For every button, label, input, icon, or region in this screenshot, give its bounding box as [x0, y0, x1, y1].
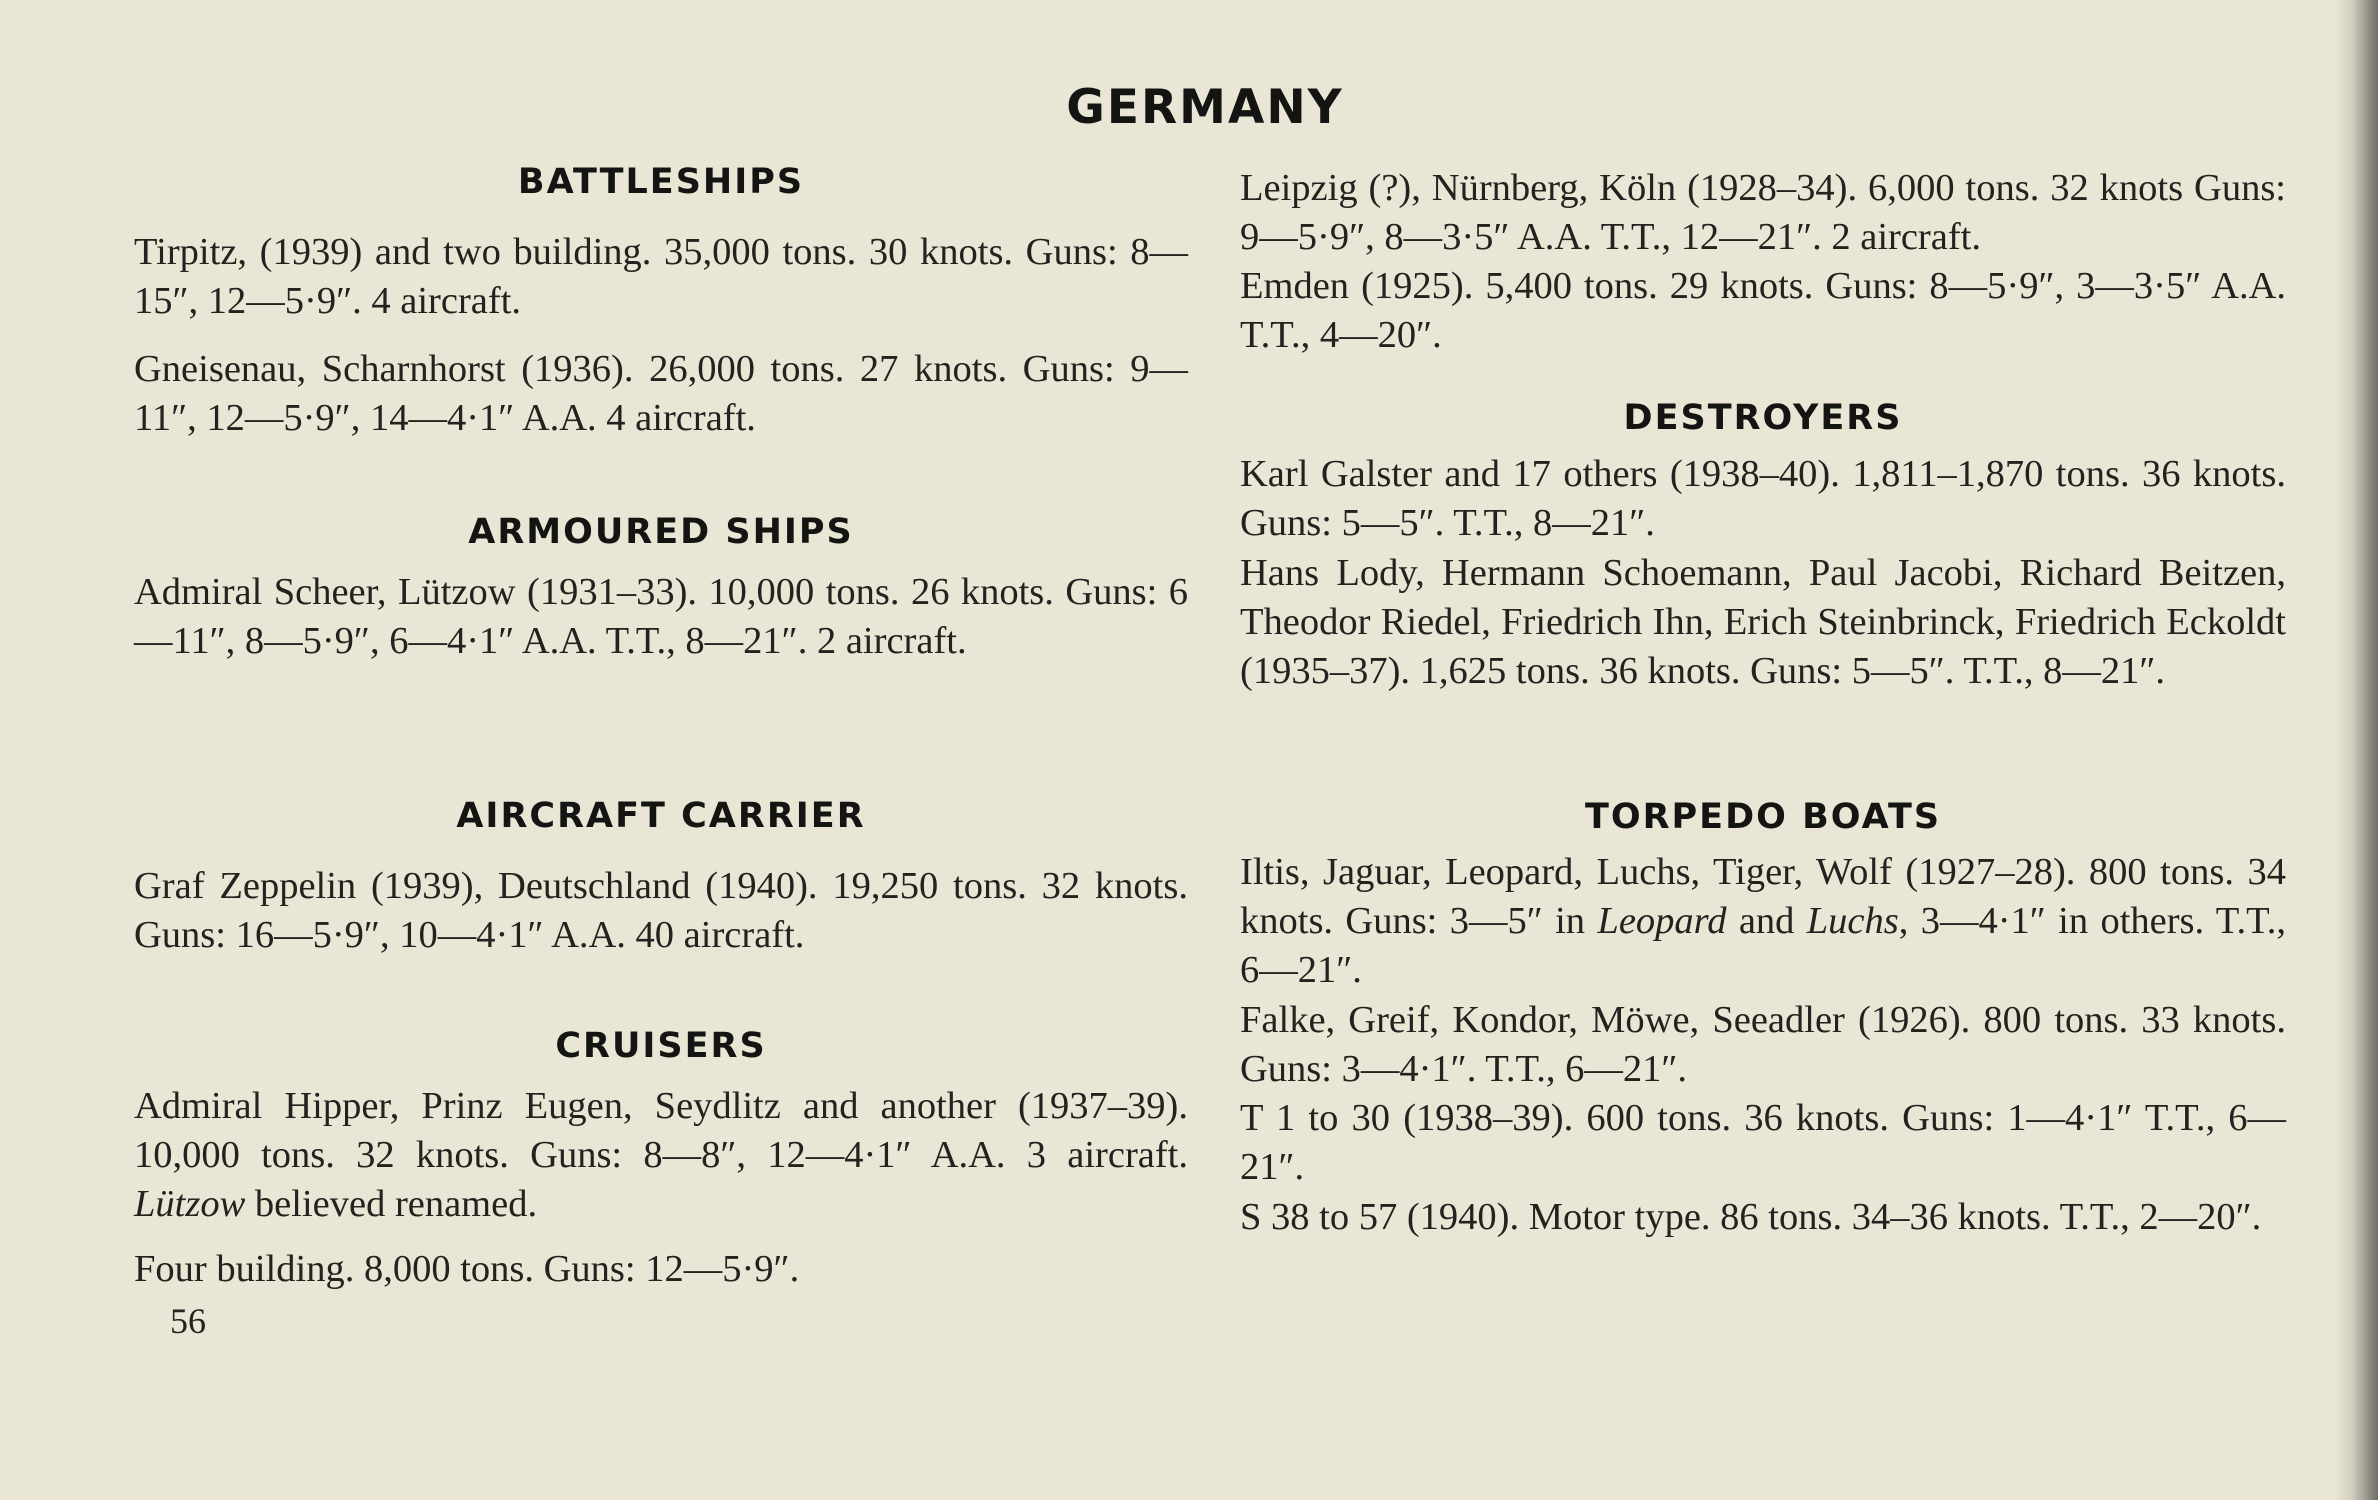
cruisers-four-building: Four building. 8,000 tons. Guns: 12—5·9″.: [134, 1248, 800, 1290]
heading-destroyers: DESTROYERS: [1623, 398, 1903, 438]
aircraft-carrier-entry: Graf Zeppelin (1939), Deutschland (1940). 19,250 tons. 32 knots. Guns: 16—5·9″, 10—4·1″ A.A. 40 aircraft.: [134, 865, 1188, 956]
page-number: 56: [170, 1301, 206, 1341]
battleships-gneisenau: Gneisenau, Scharnhorst (1936). 26,000 tons. 27 knots. Guns: 9—11″, 12—5·9″, 14—4·1″ A.A. 4 aircraft.: [134, 348, 1188, 439]
destroyers-galster: Karl Galster and 17 others (1938–40). 1,811–1,870 tons. 36 knots. Guns: 5—5″. T.T., 8—21″.: [1240, 453, 2286, 544]
battleships-tirpitz: Tirpitz, (1939) and two building. 35,000 tons. 30 knots. Guns: 8—15″, 12—5·9″. 4 aircraft.: [134, 231, 1188, 322]
torpedo-boats-t1: T 1 to 30 (1938–39). 600 tons. 36 knots. Guns: 1—4·1″ T.T., 6—21″.: [1240, 1097, 2286, 1188]
page-title: GERMANY: [1066, 80, 1344, 135]
torpedo-boats-falke: Falke, Greif, Kondor, Möwe, Seeadler (1926). 800 tons. 33 knots. Guns: 3—4·1″. T.T., 6—21″.: [1240, 999, 2286, 1090]
page-edge-shadow: [2336, 0, 2378, 1500]
heading-torpedo-boats: TORPEDO BOATS: [1584, 797, 1942, 837]
cruisers-leipzig: Leipzig (?), Nürnberg, Köln (1928–34). 6,000 tons. 32 knots Guns: 9—5·9″, 8—3·5″ A.A. T.T., 12—21″. 2 aircraft.: [1240, 167, 2286, 258]
cruisers-hipper: Admiral Hipper, Prinz Eugen, Seydlitz and another (1937–39). 10,000 tons. 32 knots. Guns: 8—8″, 12—4·1″ A.A. 3 aircraft. Lützow believed renamed.: [134, 1085, 1188, 1225]
heading-battleships: BATTLESHIPS: [517, 162, 805, 202]
heading-cruisers: CRUISERS: [555, 1026, 767, 1066]
torpedo-boats-iltis: Iltis, Jaguar, Leopard, Luchs, Tiger, Wolf (1927–28). 800 tons. 34 knots. Guns: 3—5″ in Leopard and Luchs, 3—4·1″ in others. T.T., 6—21″.: [1240, 851, 2286, 991]
italic-luchs: Luchs: [1806, 900, 1899, 942]
heading-aircraft-carrier: AIRCRAFT CARRIER: [456, 796, 866, 836]
destroyers-lody: Hans Lody, Hermann Schoemann, Paul Jacobi, Richard Beitzen, Theodor Riedel, Friedrich Ihn, Erich Steinbrinck, Friedrich Eckoldt (1935–37). 1,625 tons. 36 knots. Guns: 5—5″. T.T., 8—21″.: [1240, 552, 2286, 692]
cruisers-emden: Emden (1925). 5,400 tons. 29 knots. Guns: 8—5·9″, 3—3·5″ A.A. T.T., 4—20″.: [1240, 265, 2286, 356]
torpedo-boats-s38: S 38 to 57 (1940). Motor type. 86 tons. 34–36 knots. T.T., 2—20″.: [1240, 1196, 2262, 1238]
heading-armoured-ships: ARMOURED SHIPS: [468, 512, 854, 552]
italic-lutzow: Lützow: [134, 1183, 246, 1225]
armoured-ships-entry: Admiral Scheer, Lützow (1931–33). 10,000 tons. 26 knots. Guns: 6—11″, 8—5·9″, 6—4·1″ A.A. T.T., 8—21″. 2 aircraft.: [134, 571, 1188, 662]
italic-leopard: Leopard: [1597, 900, 1727, 942]
